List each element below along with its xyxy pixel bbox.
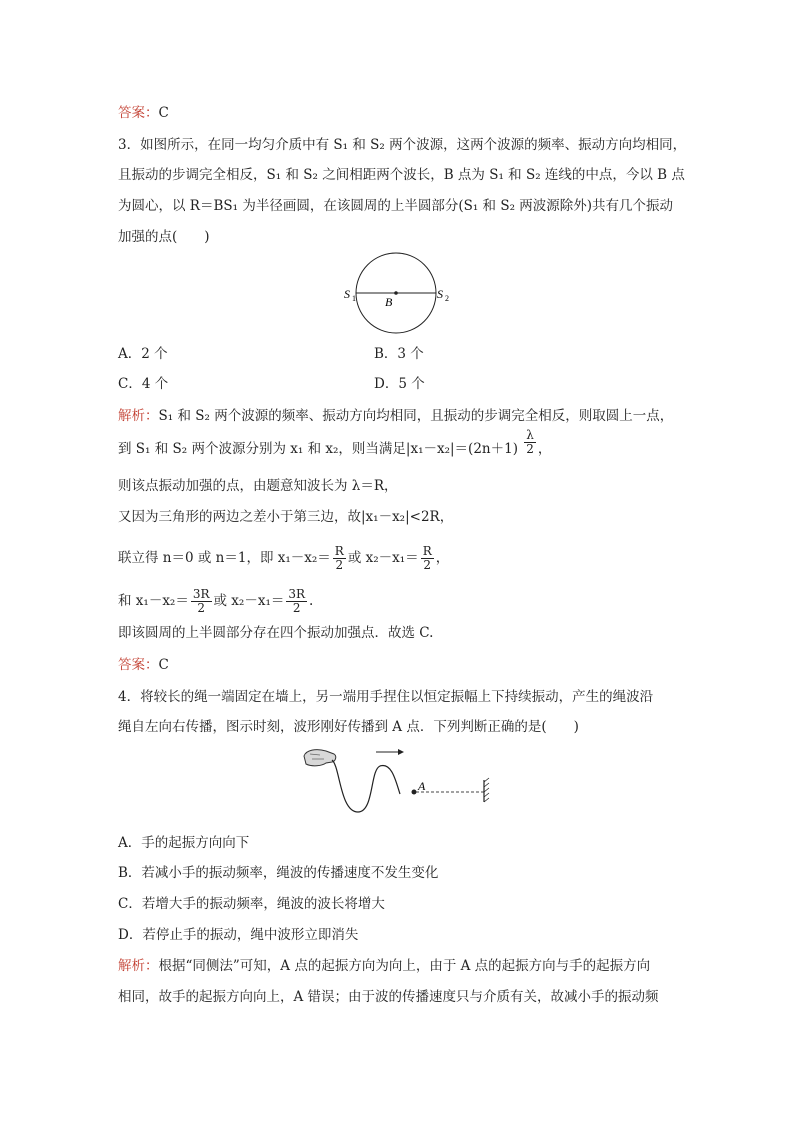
fraction: $\frac{3R}{2}$ bbox=[192, 587, 210, 615]
analysis-label: 解析： bbox=[118, 408, 159, 424]
analysis-text: 到 S₁ 和 S₂ 两个波源分别为 x₁ 和 x₂，则当满足|x₁－x₂|＝(2n＋1) bbox=[118, 441, 518, 457]
center-point-b bbox=[394, 291, 398, 295]
q4-line-1: 4．将较长的绳一端固定在墙上，另一端用手捏住以恒定振幅上下持续振动，产生的绳波沿 bbox=[118, 689, 654, 705]
s2-label: S bbox=[437, 287, 443, 301]
q4-option-d: D．若停止手的振动，绳中波形立即消失 bbox=[118, 927, 359, 943]
s2-subscript: 2 bbox=[445, 294, 449, 303]
analysis-text: 根据“同侧法”可知，A 点的起振方向为向上，由于 A 点的起振方向与手的起振方向 bbox=[158, 958, 651, 974]
answer-label: 答案： bbox=[118, 657, 159, 673]
q3-analysis-line-3: 则该点振动加强的点，由题意知波长为 λ＝R， bbox=[118, 478, 398, 494]
q3-analysis-line-7: 即该圆周的上半圆部分存在四个振动加强点．故选 C. bbox=[118, 625, 434, 641]
q4-option-b: B．若减小手的振动频率，绳波的传播速度不发生变化 bbox=[118, 865, 439, 881]
q3-analysis-line-4: 又因为三角形的两边之差小于第三边，故|x₁－x₂|<2R， bbox=[118, 509, 454, 525]
analysis-text: S₁ 和 S₂ 两个波源的频率、振动方向均相同，且振动的步调完全相反，则取圆上一点， bbox=[158, 408, 674, 424]
q4-analysis-line-2: 相同，故手的起振方向向上，A 错误；由于波的传播速度只与介质有关，故减小手的振动频 bbox=[118, 989, 659, 1005]
q3-analysis-line-2: 到 S₁ 和 S₂ 两个波源分别为 x₁ 和 x₂，则当满足|x₁－x₂|＝(2n＋1) $\frac{\lambda}{2}$ ， bbox=[118, 428, 552, 457]
fraction: $\frac{R}{2}$ bbox=[422, 544, 432, 572]
answer-value: C bbox=[158, 657, 169, 673]
s1-subscript: 1 bbox=[352, 294, 356, 303]
hand-icon bbox=[304, 750, 336, 766]
q3-analysis-line-6: 和 x₁－x₂＝ $\frac{3R}{2}$ 或 x₂－x₁＝ $\frac{3R}{2}$ . bbox=[118, 587, 314, 615]
q3-option-a: A．2 个 bbox=[118, 346, 168, 362]
q4-option-a: A．手的起振方向向下 bbox=[118, 835, 250, 851]
arrow-right-icon bbox=[398, 749, 404, 755]
q4-option-c: C．若增大手的振动频率，绳波的波长将增大 bbox=[118, 896, 385, 912]
rope-wave bbox=[332, 760, 400, 812]
b-label: B bbox=[385, 295, 393, 309]
s1-label: S bbox=[344, 287, 350, 301]
q3-analysis-line-1 bbox=[118, 407, 673, 425]
q3-answer bbox=[118, 656, 169, 674]
q4-line-2: 绳自左向右传播，图示时刻，波形刚好传播到 A 点．下列判断正确的是( ) bbox=[118, 719, 579, 735]
fraction: $\frac{\lambda}{2}$ bbox=[526, 428, 534, 456]
fraction: $\frac{R}{2}$ bbox=[334, 544, 344, 572]
q3-option-b: B．3 个 bbox=[374, 346, 424, 362]
wall-icon bbox=[484, 778, 489, 802]
fraction: $\frac{3R}{2}$ bbox=[288, 587, 306, 615]
q3-line-4: 加强的点( ) bbox=[118, 229, 210, 245]
answer-label: 答案： bbox=[118, 105, 159, 121]
point-a-label: A bbox=[418, 779, 426, 793]
q3-line-2: 且振动的步调完全相反，S₁ 和 S₂ 之间相距两个波长，B 点为 S₁ 和 S₂ 连线的中点，今以 B 点 bbox=[118, 167, 685, 183]
prev-answer bbox=[118, 104, 169, 122]
point-a bbox=[412, 790, 417, 795]
q3-analysis-line-5: 联立得 n＝0 或 n＝1，即 x₁－x₂＝ $\frac{R}{2}$ 或 x₂－x₁＝ $\frac{R}{2}$ ， bbox=[118, 544, 450, 572]
q4-rope-wave-figure bbox=[300, 742, 500, 818]
analysis-label: 解析： bbox=[118, 958, 159, 974]
q3-option-c: C．4 个 bbox=[118, 376, 169, 392]
q3-circle-figure bbox=[340, 250, 460, 338]
q3-line-1: 3．如图所示，在同一均匀介质中有 S₁ 和 S₂ 两个波源，这两个波源的频率、振动方向均相同， bbox=[118, 137, 687, 153]
q4-analysis-line-1 bbox=[118, 957, 650, 975]
q3-option-d: D．5 个 bbox=[374, 376, 425, 392]
answer-value: C bbox=[158, 105, 169, 121]
q3-line-3: 为圆心，以 R＝BS₁ 为半径画圆，在该圆周的上半圆部分(S₁ 和 S₂ 两波源除外)共有几个振动 bbox=[118, 198, 674, 214]
